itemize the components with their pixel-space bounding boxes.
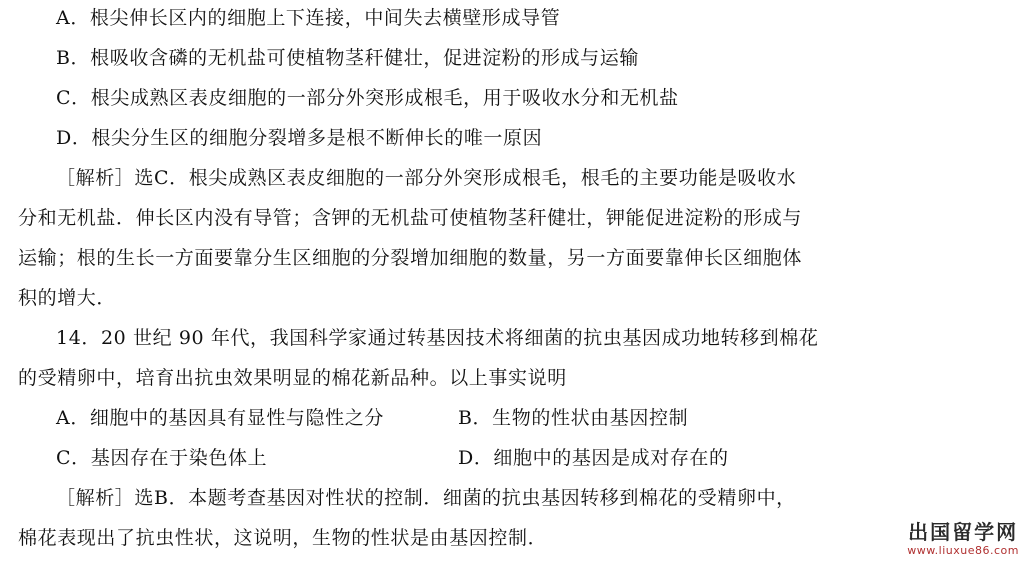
question-14-line-1: 14．20 世纪 90 年代，我国科学家通过转基因技术将细菌的抗虫基因成功地转移到棉花 — [56, 327, 819, 349]
option-c-root-hair: C．根尖成熟区表皮细胞的一部分外突形成根毛，用于吸收水分和无机盐 — [56, 87, 679, 109]
option-d-meristem: D．根尖分生区的细胞分裂增多是根不断伸长的唯一原因 — [56, 127, 543, 149]
q14-analysis-line-1: ［解析］选B．本题考查基因对性状的控制．细菌的抗虫基因转移到棉花的受精卵中， — [56, 487, 796, 509]
q14-option-b: B．生物的性状由基因控制 — [458, 407, 689, 429]
analysis-line-3: 运输；根的生长一方面要靠分生区细胞的分裂增加细胞的数量，另一方面要靠伸长区细胞体 — [18, 247, 803, 269]
option-a-root-elongation: A．根尖伸长区内的细胞上下连接，中间失去横壁形成导管 — [56, 7, 561, 29]
watermark-url: www.liuxue86.com — [907, 544, 1019, 557]
q14-option-d: D．细胞中的基因是成对存在的 — [458, 447, 729, 469]
site-watermark — [907, 520, 1019, 557]
analysis-line-2: 分和无机盐．伸长区内没有导管；含钾的无机盐可使植物茎秆健壮，钾能促进淀粉的形成与 — [18, 207, 803, 229]
watermark-title: 出国留学网 — [908, 520, 1019, 544]
question-14-line-2: 的受精卵中，培育出抗虫效果明显的棉花新品种。以上事实说明 — [18, 367, 567, 389]
analysis-line-1: ［解析］选C．根尖成熟区表皮细胞的一部分外突形成根毛，根毛的主要功能是吸收水 — [56, 167, 797, 189]
q14-option-c: C．基因存在于染色体上 — [56, 447, 268, 469]
q14-analysis-line-2: 棉花表现出了抗虫性状，这说明，生物的性状是由基因控制． — [18, 527, 548, 549]
option-b-phosphorus: B．根吸收含磷的无机盐可使植物茎秆健壮，促进淀粉的形成与运输 — [56, 47, 639, 69]
q14-option-a: A．细胞中的基因具有显性与隐性之分 — [56, 407, 384, 429]
analysis-line-4: 积的增大． — [18, 287, 117, 309]
